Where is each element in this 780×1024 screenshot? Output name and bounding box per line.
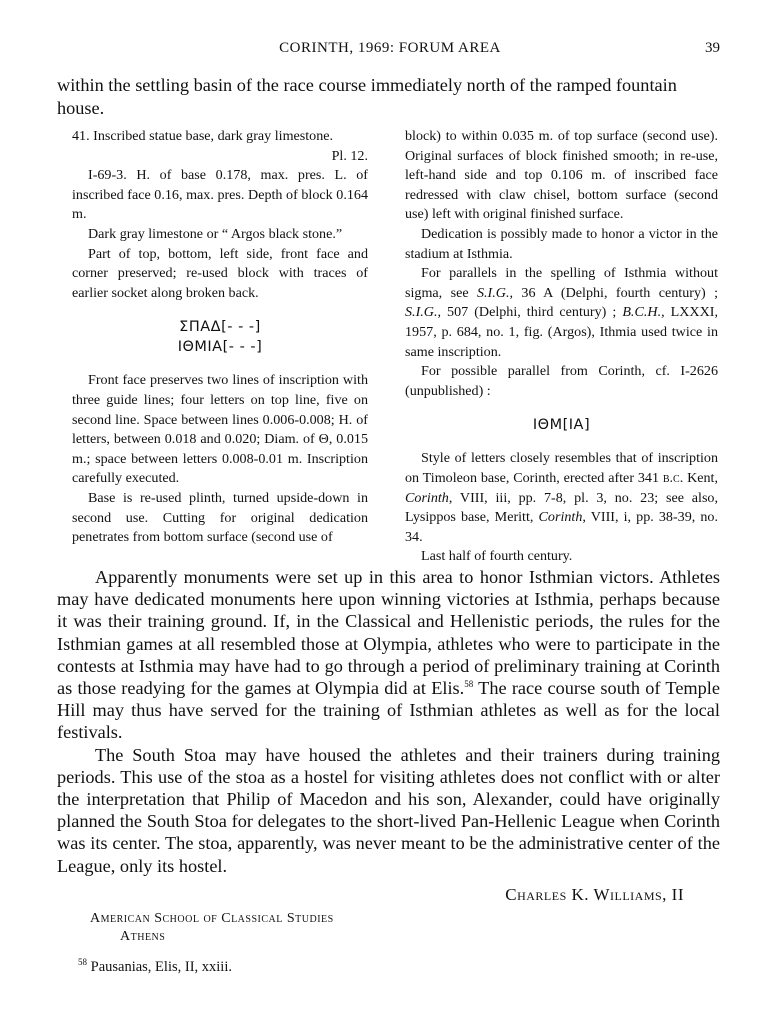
front-face-description: Front face preserves two lines of inscription with three guide lines; four letters on top line, five on second line. Space between lines 0.006-0.008; H. of letters, between 0.018 and 0.020; Diam. of Θ, 0.015 m.; space between letters 0.008-0.01 m. Inscription carefully executed. <box>72 372 368 487</box>
footnote-marker[interactable]: 58 <box>464 678 474 689</box>
running-title: CORINTH, 1969: FORUM AREA <box>279 40 501 56</box>
author-signature: Charles K. Williams, II <box>505 885 684 904</box>
catalogue-right-column <box>405 127 718 567</box>
preservation: Part of top, bottom, left side, front face and corner preserved; re-used block with traces of earlier socket along broken back. <box>72 245 368 301</box>
bch-citation: B.C.H. <box>622 304 662 321</box>
entry-heading <box>72 127 368 147</box>
footnote-number: 58 <box>78 957 87 968</box>
inscription-block <box>72 317 368 357</box>
entry-number: 41. <box>72 128 90 144</box>
body-paragraph-1: Apparently monuments were set up in this area to honor Isthmian victors. Athletes may have dedicated monuments here upon winning victories at Isthmia, perhaps because it was their training ground. If, in the Classical and Hellenistic periods, the rules for the Isthmian games at all resembled those at Olympia, athletes who were to participate in the contests at Isthmia may have had to go through a period of preliminary training at Corinth as those readying for the games at Olympia did at Elis.$^{58}$ The race course south of Temple Hill may thus have served for the training of Isthmian athletes as well as for the local festivals. <box>57 567 720 743</box>
inscription-line-2: ΙΘΜΙΑ[- - -] <box>177 339 263 356</box>
style-note: Style of letters closely resembles that of inscription on Timoleon base, Corinth, erected after 341 b.c. Kent, Corinth, VIII, iii, pp. 7-8, pl. 3, no. 23; see also, Lysippos base, Meritt, Corinth, VIII, i, pp. 38-39, no. 34. <box>405 450 718 545</box>
sig-citation: S.I.G. <box>405 304 438 321</box>
dedication-note: Dedication is possibly made to honor a victor in the stadium at Isthmia. <box>405 225 718 262</box>
footnote <box>78 959 232 976</box>
lead-paragraph: within the settling basin of the race course immediately north of the ramped fountain house. <box>57 75 677 118</box>
footnote-text: Pausanias, Elis, II, xxiii. <box>87 959 232 975</box>
body-paragraph-2: The South Stoa may have housed the athletes and their trainers during training periods. This use of the stoa as a hostel for visiting athletes does not conflict with or alter the interpretation that Philip of Macedon and his son, Alexander, could have originally planned the South Stoa for delegates to the short-lived Pan-Hellenic League when Corinth was its center. The stoa, apparently, was never meant to be the administrative center of the League, only its hostel. <box>57 744 720 876</box>
measurements: I-69-3. H. of base 0.178, max. pres. L. of inscribed face 0.16, max. pres. Depth of block 0.164 m. <box>72 167 368 223</box>
affiliation-city: Athens <box>120 929 166 944</box>
sig-citation: S.I.G. <box>476 284 510 301</box>
affiliation-institution: American School of Classical Studies <box>90 911 334 926</box>
author-affiliation <box>90 910 334 946</box>
catalogue-left-column <box>72 127 368 548</box>
base-use-continued: block) to within 0.035 m. of top surface (second use). Original surfaces of block finished smooth; in re-use, left-hand side and top 0.106 m. of inscribed face redressed with claw chisel, bottom surface (second use) left with original finished surface. <box>405 128 718 223</box>
inscription-line-1: ΣΠΑΔ[- - -] <box>179 319 261 336</box>
date-note: Last half of fourth century. <box>421 548 573 565</box>
corinth-parallel-note: For possible parallel from Corinth, cf. I-2626 (unpublished) : <box>405 363 718 399</box>
base-use-description: Base is re-used plinth, turned upside-down in second use. Cutting for original dedication penetrates from bottom surface (second use of <box>72 489 368 546</box>
body-text <box>57 566 720 877</box>
plate-reference: Pl. 12. <box>331 147 368 164</box>
material: Dark gray limestone or “ Argos black stone.” <box>88 225 343 242</box>
page-number: 39 <box>705 40 720 56</box>
corinth-inscription: ΙΘΜ[ΙΑ] <box>532 417 591 434</box>
entry-title: Inscribed statue base, dark gray limestone. <box>93 128 334 144</box>
parallels-note: For parallels in the spelling of Isthmia without sigma, see S.I.G., 36 A (Delphi, fourth century) ; S.I.G., 507 (Delphi, third century) ; B.C.H., LXXXI, 1957, p. 684, no. 1, fig. (Argos), Ithmia used twice in same inscription. <box>405 265 718 360</box>
